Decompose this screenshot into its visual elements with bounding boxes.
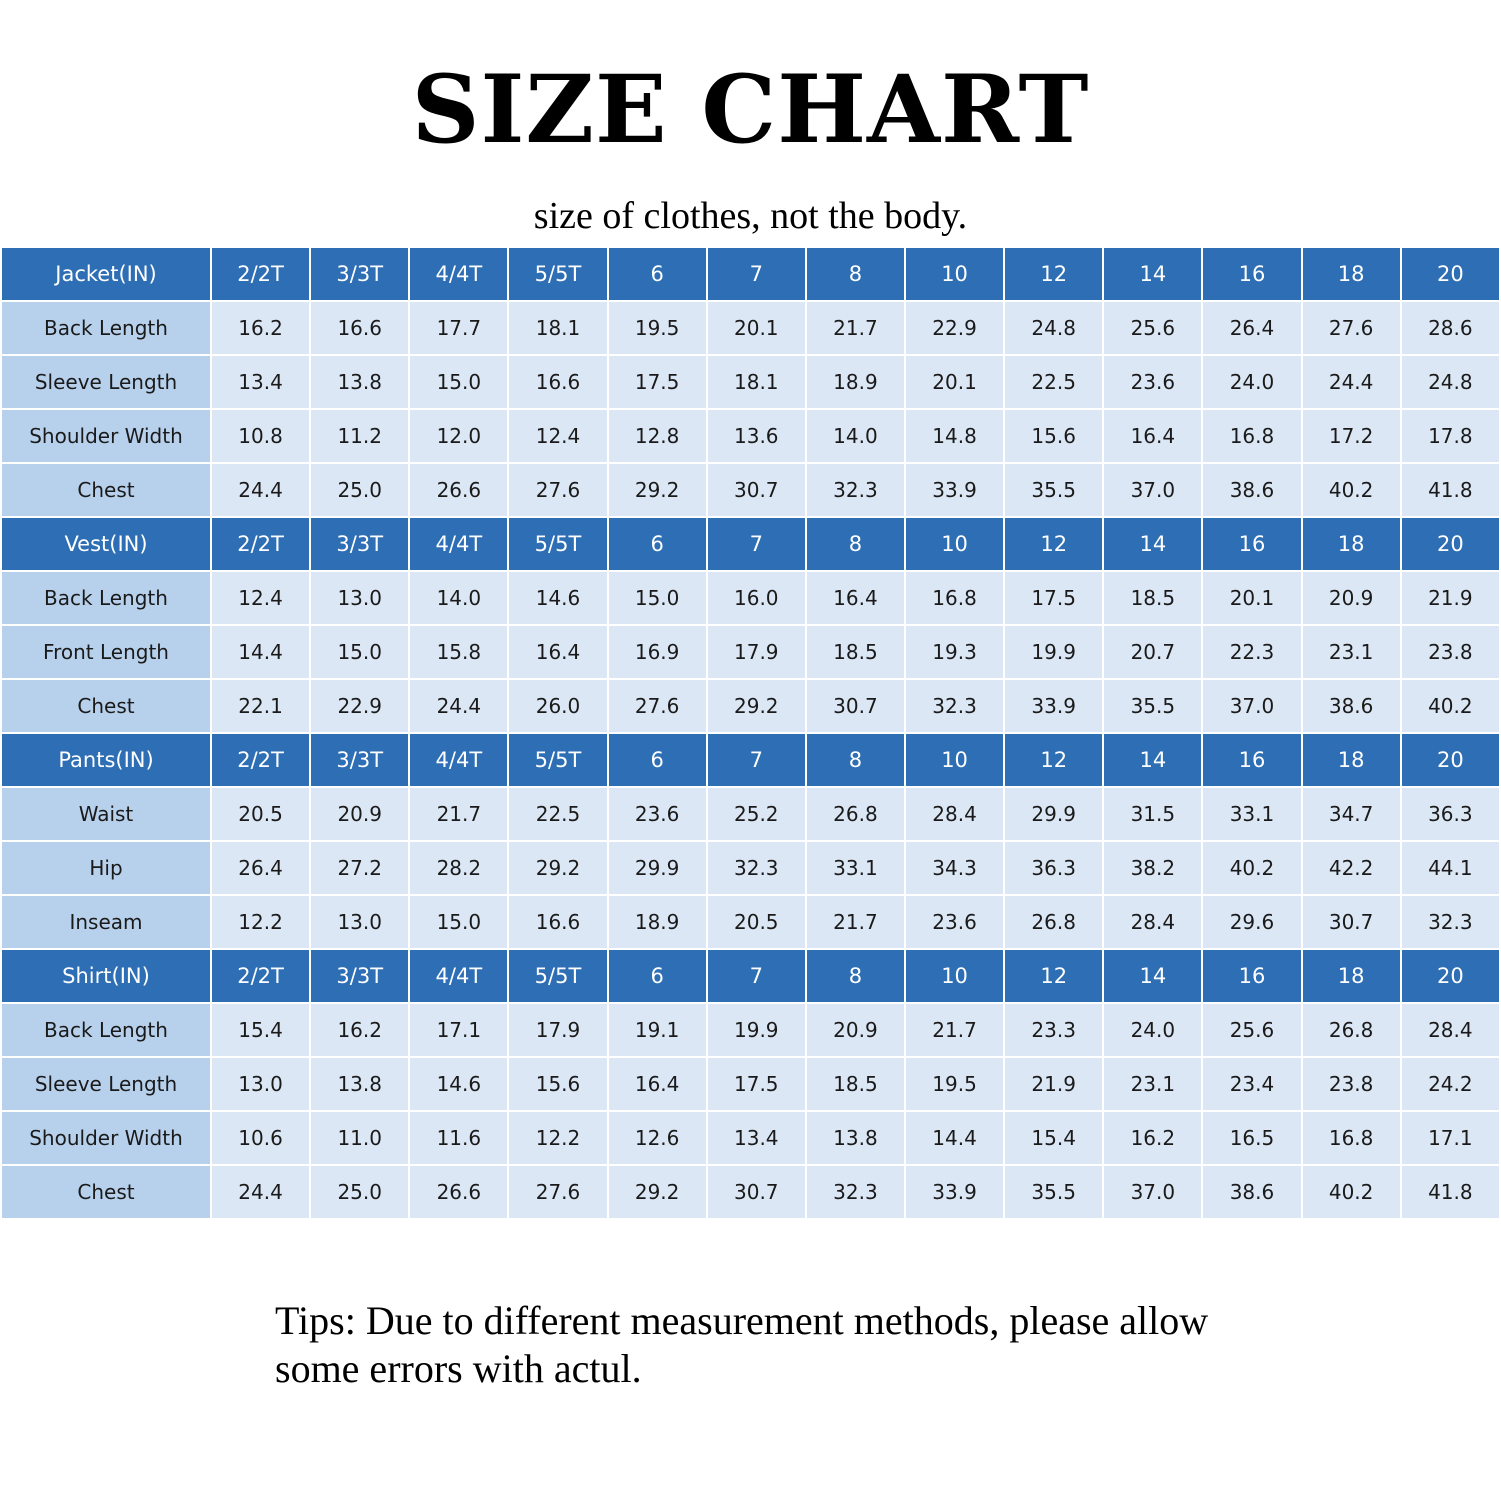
- measurement-value: 16.2: [212, 302, 309, 354]
- size-header-cell: 3/3T: [311, 734, 408, 786]
- measurement-value: 15.0: [410, 356, 507, 408]
- size-header-cell: 6: [609, 248, 706, 300]
- measurement-value: 16.6: [311, 302, 408, 354]
- measurement-value: 16.4: [807, 572, 904, 624]
- measurement-value: 19.1: [609, 1004, 706, 1056]
- size-header-cell: 8: [807, 248, 904, 300]
- measurement-value: 38.6: [1203, 464, 1300, 516]
- measurement-value: 13.8: [311, 356, 408, 408]
- measurement-value: 14.8: [906, 410, 1003, 462]
- measurement-value: 16.9: [609, 626, 706, 678]
- measurement-value: 17.8: [1402, 410, 1499, 462]
- measurement-value: 16.6: [509, 896, 606, 948]
- measurement-value: 20.5: [708, 896, 805, 948]
- measurement-value: 31.5: [1104, 788, 1201, 840]
- measurement-value: 15.4: [212, 1004, 309, 1056]
- measurement-value: 24.4: [410, 680, 507, 732]
- measurement-value: 21.7: [807, 302, 904, 354]
- size-header-cell: 18: [1303, 248, 1400, 300]
- measurement-value: 16.6: [509, 356, 606, 408]
- size-header-cell: 3/3T: [311, 950, 408, 1002]
- measurement-value: 19.3: [906, 626, 1003, 678]
- table-row: [2, 896, 1499, 948]
- measurement-value: 37.0: [1104, 464, 1201, 516]
- table-row: [2, 410, 1499, 462]
- measurement-value: 16.8: [906, 572, 1003, 624]
- measurement-value: 23.3: [1005, 1004, 1102, 1056]
- measurement-value: 32.3: [1402, 896, 1499, 948]
- measurement-value: 16.4: [609, 1058, 706, 1110]
- measurement-value: 16.2: [1104, 1112, 1201, 1164]
- table-row: [2, 1058, 1499, 1110]
- measurement-value: 33.9: [906, 464, 1003, 516]
- measurement-value: 10.6: [212, 1112, 309, 1164]
- size-header-cell: 5/5T: [509, 734, 606, 786]
- size-header-cell: 12: [1005, 518, 1102, 570]
- measurement-label: Inseam: [2, 896, 210, 948]
- measurement-value: 33.9: [906, 1166, 1003, 1218]
- measurement-value: 22.9: [311, 680, 408, 732]
- measurement-value: 30.7: [807, 680, 904, 732]
- measurement-value: 22.1: [212, 680, 309, 732]
- table-row: [2, 1166, 1499, 1218]
- measurement-value: 29.6: [1203, 896, 1300, 948]
- measurement-value: 20.1: [906, 356, 1003, 408]
- measurement-value: 15.0: [410, 896, 507, 948]
- size-header-cell: 18: [1303, 518, 1400, 570]
- measurement-value: 23.4: [1203, 1058, 1300, 1110]
- measurement-value: 26.4: [212, 842, 309, 894]
- measurement-value: 38.6: [1203, 1166, 1300, 1218]
- measurement-value: 27.6: [1303, 302, 1400, 354]
- size-header-cell: 20: [1402, 518, 1499, 570]
- measurement-value: 36.3: [1005, 842, 1102, 894]
- measurement-value: 14.4: [906, 1112, 1003, 1164]
- size-header-cell: 16: [1203, 248, 1300, 300]
- size-header-cell: 7: [708, 518, 805, 570]
- measurement-value: 26.0: [509, 680, 606, 732]
- measurement-value: 26.6: [410, 1166, 507, 1218]
- measurement-value: 16.4: [1104, 410, 1201, 462]
- measurement-value: 13.0: [311, 896, 408, 948]
- size-header-cell: 14: [1104, 950, 1201, 1002]
- measurement-label: Chest: [2, 464, 210, 516]
- measurement-value: 29.9: [609, 842, 706, 894]
- measurement-value: 33.1: [1203, 788, 1300, 840]
- measurement-value: 24.8: [1005, 302, 1102, 354]
- measurement-value: 21.7: [807, 896, 904, 948]
- measurement-value: 11.2: [311, 410, 408, 462]
- size-header-cell: 16: [1203, 950, 1300, 1002]
- measurement-value: 21.9: [1005, 1058, 1102, 1110]
- size-header-cell: 14: [1104, 248, 1201, 300]
- measurement-value: 26.6: [410, 464, 507, 516]
- measurement-value: 25.6: [1104, 302, 1201, 354]
- tips-note: [275, 1297, 1375, 1393]
- size-header-cell: 8: [807, 518, 904, 570]
- measurement-value: 23.1: [1303, 626, 1400, 678]
- section-title: Jacket(IN): [2, 248, 210, 300]
- measurement-value: 35.5: [1104, 680, 1201, 732]
- size-header-cell: 2/2T: [212, 734, 309, 786]
- measurement-value: 24.2: [1402, 1058, 1499, 1110]
- measurement-value: 19.5: [609, 302, 706, 354]
- measurement-value: 26.8: [1303, 1004, 1400, 1056]
- size-header-cell: 20: [1402, 950, 1499, 1002]
- section-header-row: [2, 950, 1499, 1002]
- size-header-cell: 7: [708, 950, 805, 1002]
- measurement-value: 14.6: [509, 572, 606, 624]
- measurement-value: 28.2: [410, 842, 507, 894]
- measurement-value: 23.8: [1303, 1058, 1400, 1110]
- size-header-cell: 20: [1402, 734, 1499, 786]
- measurement-value: 20.5: [212, 788, 309, 840]
- measurement-value: 38.6: [1303, 680, 1400, 732]
- measurement-value: 15.6: [509, 1058, 606, 1110]
- measurement-label: Back Length: [2, 1004, 210, 1056]
- measurement-value: 22.3: [1203, 626, 1300, 678]
- measurement-label: Front Length: [2, 626, 210, 678]
- size-header-cell: 8: [807, 734, 904, 786]
- measurement-value: 12.2: [212, 896, 309, 948]
- size-header-cell: 4/4T: [410, 518, 507, 570]
- size-header-cell: 5/5T: [509, 518, 606, 570]
- measurement-value: 40.2: [1303, 464, 1400, 516]
- table-row: [2, 302, 1499, 354]
- size-header-cell: 12: [1005, 248, 1102, 300]
- measurement-value: 29.2: [609, 1166, 706, 1218]
- measurement-value: 25.2: [708, 788, 805, 840]
- measurement-value: 11.6: [410, 1112, 507, 1164]
- measurement-value: 36.3: [1402, 788, 1499, 840]
- measurement-value: 27.6: [509, 1166, 606, 1218]
- section-header-row: [2, 248, 1499, 300]
- measurement-value: 12.6: [609, 1112, 706, 1164]
- measurement-value: 13.4: [212, 356, 309, 408]
- table-row: [2, 464, 1499, 516]
- measurement-value: 26.4: [1203, 302, 1300, 354]
- measurement-value: 16.2: [311, 1004, 408, 1056]
- measurement-value: 21.7: [410, 788, 507, 840]
- measurement-value: 40.2: [1303, 1166, 1400, 1218]
- size-header-cell: 18: [1303, 950, 1400, 1002]
- measurement-value: 23.8: [1402, 626, 1499, 678]
- measurement-value: 16.8: [1303, 1112, 1400, 1164]
- measurement-value: 11.0: [311, 1112, 408, 1164]
- measurement-value: 18.5: [807, 1058, 904, 1110]
- measurement-value: 12.4: [509, 410, 606, 462]
- section-header-row: [2, 734, 1499, 786]
- measurement-value: 29.9: [1005, 788, 1102, 840]
- size-header-cell: 2/2T: [212, 248, 309, 300]
- measurement-value: 14.0: [410, 572, 507, 624]
- measurement-value: 12.4: [212, 572, 309, 624]
- section-title: Shirt(IN): [2, 950, 210, 1002]
- measurement-label: Shoulder Width: [2, 1112, 210, 1164]
- size-header-cell: 4/4T: [410, 248, 507, 300]
- measurement-value: 13.4: [708, 1112, 805, 1164]
- table-row: [2, 572, 1499, 624]
- measurement-label: Sleeve Length: [2, 1058, 210, 1110]
- measurement-value: 30.7: [708, 1166, 805, 1218]
- measurement-label: Sleeve Length: [2, 356, 210, 408]
- measurement-value: 23.1: [1104, 1058, 1201, 1110]
- measurement-value: 27.2: [311, 842, 408, 894]
- measurement-value: 24.0: [1104, 1004, 1201, 1056]
- table-row: [2, 788, 1499, 840]
- measurement-label: Chest: [2, 680, 210, 732]
- measurement-value: 23.6: [609, 788, 706, 840]
- measurement-value: 13.0: [212, 1058, 309, 1110]
- size-header-cell: 4/4T: [410, 734, 507, 786]
- measurement-value: 18.9: [609, 896, 706, 948]
- measurement-value: 15.4: [1005, 1112, 1102, 1164]
- measurement-value: 15.6: [1005, 410, 1102, 462]
- size-chart-table: [0, 246, 1501, 1220]
- measurement-value: 32.3: [807, 1166, 904, 1218]
- size-header-cell: 8: [807, 950, 904, 1002]
- size-header-cell: 5/5T: [509, 248, 606, 300]
- measurement-value: 41.8: [1402, 464, 1499, 516]
- measurement-value: 20.1: [708, 302, 805, 354]
- size-header-cell: 6: [609, 734, 706, 786]
- size-header-cell: 10: [906, 734, 1003, 786]
- measurement-value: 15.0: [311, 626, 408, 678]
- measurement-value: 27.6: [509, 464, 606, 516]
- measurement-value: 19.9: [1005, 626, 1102, 678]
- size-header-cell: 6: [609, 950, 706, 1002]
- measurement-value: 13.8: [807, 1112, 904, 1164]
- measurement-value: 20.9: [311, 788, 408, 840]
- size-header-cell: 16: [1203, 518, 1300, 570]
- measurement-value: 37.0: [1104, 1166, 1201, 1218]
- measurement-value: 28.6: [1402, 302, 1499, 354]
- measurement-value: 24.0: [1203, 356, 1300, 408]
- measurement-value: 42.2: [1303, 842, 1400, 894]
- page-subtitle: size of clothes, not the body.: [533, 195, 968, 237]
- measurement-value: 17.9: [708, 626, 805, 678]
- measurement-value: 24.4: [1303, 356, 1400, 408]
- measurement-value: 20.1: [1203, 572, 1300, 624]
- measurement-value: 14.4: [212, 626, 309, 678]
- size-header-cell: 16: [1203, 734, 1300, 786]
- size-header-cell: 4/4T: [410, 950, 507, 1002]
- measurement-value: 22.9: [906, 302, 1003, 354]
- size-header-cell: 6: [609, 518, 706, 570]
- measurement-value: 16.4: [509, 626, 606, 678]
- measurement-value: 40.2: [1402, 680, 1499, 732]
- measurement-value: 18.1: [708, 356, 805, 408]
- size-header-cell: 10: [906, 518, 1003, 570]
- section-title: Pants(IN): [2, 734, 210, 786]
- measurement-value: 20.7: [1104, 626, 1201, 678]
- size-header-cell: 14: [1104, 518, 1201, 570]
- measurement-value: 29.2: [609, 464, 706, 516]
- measurement-label: Back Length: [2, 572, 210, 624]
- measurement-value: 34.3: [906, 842, 1003, 894]
- size-header-cell: 20: [1402, 248, 1499, 300]
- size-header-cell: 12: [1005, 734, 1102, 786]
- measurement-value: 17.1: [410, 1004, 507, 1056]
- measurement-value: 13.6: [708, 410, 805, 462]
- measurement-value: 17.2: [1303, 410, 1400, 462]
- size-header-cell: 12: [1005, 950, 1102, 1002]
- size-header-cell: 2/2T: [212, 518, 309, 570]
- measurement-label: Back Length: [2, 302, 210, 354]
- measurement-value: 29.2: [509, 842, 606, 894]
- measurement-value: 41.8: [1402, 1166, 1499, 1218]
- measurement-value: 20.9: [1303, 572, 1400, 624]
- measurement-value: 34.7: [1303, 788, 1400, 840]
- size-header-cell: 18: [1303, 734, 1400, 786]
- tips-line-2: some errors with actul.: [275, 1346, 642, 1391]
- measurement-value: 35.5: [1005, 1166, 1102, 1218]
- measurement-value: 24.4: [212, 464, 309, 516]
- measurement-label: Hip: [2, 842, 210, 894]
- table-row: [2, 356, 1499, 408]
- measurement-value: 16.0: [708, 572, 805, 624]
- measurement-value: 28.4: [1402, 1004, 1499, 1056]
- measurement-label: Chest: [2, 1166, 210, 1218]
- table-row: [2, 1112, 1499, 1164]
- measurement-value: 27.6: [609, 680, 706, 732]
- size-header-cell: 5/5T: [509, 950, 606, 1002]
- measurement-value: 29.2: [708, 680, 805, 732]
- measurement-value: 25.0: [311, 1166, 408, 1218]
- size-header-cell: 10: [906, 248, 1003, 300]
- size-chart-body: [2, 248, 1499, 1218]
- measurement-value: 24.8: [1402, 356, 1499, 408]
- measurement-value: 23.6: [906, 896, 1003, 948]
- measurement-value: 33.9: [1005, 680, 1102, 732]
- measurement-value: 28.4: [906, 788, 1003, 840]
- measurement-value: 21.9: [1402, 572, 1499, 624]
- measurement-value: 17.5: [609, 356, 706, 408]
- size-header-cell: 7: [708, 248, 805, 300]
- measurement-value: 37.0: [1203, 680, 1300, 732]
- measurement-value: 15.8: [410, 626, 507, 678]
- measurement-label: Waist: [2, 788, 210, 840]
- measurement-value: 14.0: [807, 410, 904, 462]
- measurement-value: 16.8: [1203, 410, 1300, 462]
- measurement-value: 33.1: [807, 842, 904, 894]
- section-title: Vest(IN): [2, 518, 210, 570]
- measurement-value: 26.8: [807, 788, 904, 840]
- measurement-value: 15.0: [609, 572, 706, 624]
- measurement-value: 10.8: [212, 410, 309, 462]
- size-header-cell: 2/2T: [212, 950, 309, 1002]
- measurement-value: 14.6: [410, 1058, 507, 1110]
- measurement-value: 17.1: [1402, 1112, 1499, 1164]
- measurement-value: 23.6: [1104, 356, 1201, 408]
- measurement-value: 18.1: [509, 302, 606, 354]
- measurement-value: 30.7: [708, 464, 805, 516]
- measurement-value: 40.2: [1203, 842, 1300, 894]
- table-row: [2, 680, 1499, 732]
- measurement-value: 22.5: [509, 788, 606, 840]
- measurement-value: 25.0: [311, 464, 408, 516]
- measurement-value: 44.1: [1402, 842, 1499, 894]
- measurement-value: 26.8: [1005, 896, 1102, 948]
- measurement-value: 17.5: [1005, 572, 1102, 624]
- measurement-value: 28.4: [1104, 896, 1201, 948]
- table-row: [2, 842, 1499, 894]
- measurement-value: 22.5: [1005, 356, 1102, 408]
- measurement-value: 12.2: [509, 1112, 606, 1164]
- size-header-cell: 3/3T: [311, 248, 408, 300]
- measurement-value: 30.7: [1303, 896, 1400, 948]
- measurement-value: 19.5: [906, 1058, 1003, 1110]
- measurement-value: 18.9: [807, 356, 904, 408]
- size-header-cell: 10: [906, 950, 1003, 1002]
- measurement-value: 13.0: [311, 572, 408, 624]
- measurement-value: 17.9: [509, 1004, 606, 1056]
- measurement-value: 38.2: [1104, 842, 1201, 894]
- measurement-value: 12.0: [410, 410, 507, 462]
- measurement-value: 20.9: [807, 1004, 904, 1056]
- measurement-value: 17.5: [708, 1058, 805, 1110]
- tips-line-1: Tips: Due to different measurement methods, please allow: [275, 1298, 1209, 1343]
- measurement-value: 18.5: [807, 626, 904, 678]
- measurement-value: 25.6: [1203, 1004, 1300, 1056]
- measurement-value: 17.7: [410, 302, 507, 354]
- measurement-value: 32.3: [906, 680, 1003, 732]
- measurement-label: Shoulder Width: [2, 410, 210, 462]
- measurement-value: 24.4: [212, 1166, 309, 1218]
- table-row: [2, 1004, 1499, 1056]
- page-title: SIZE CHART: [411, 55, 1090, 165]
- size-header-cell: 3/3T: [311, 518, 408, 570]
- measurement-value: 18.5: [1104, 572, 1201, 624]
- measurement-value: 32.3: [807, 464, 904, 516]
- size-header-cell: 14: [1104, 734, 1201, 786]
- measurement-value: 35.5: [1005, 464, 1102, 516]
- measurement-value: 13.8: [311, 1058, 408, 1110]
- table-row: [2, 626, 1499, 678]
- measurement-value: 32.3: [708, 842, 805, 894]
- measurement-value: 16.5: [1203, 1112, 1300, 1164]
- measurement-value: 12.8: [609, 410, 706, 462]
- measurement-value: 21.7: [906, 1004, 1003, 1056]
- measurement-value: 19.9: [708, 1004, 805, 1056]
- size-header-cell: 7: [708, 734, 805, 786]
- section-header-row: [2, 518, 1499, 570]
